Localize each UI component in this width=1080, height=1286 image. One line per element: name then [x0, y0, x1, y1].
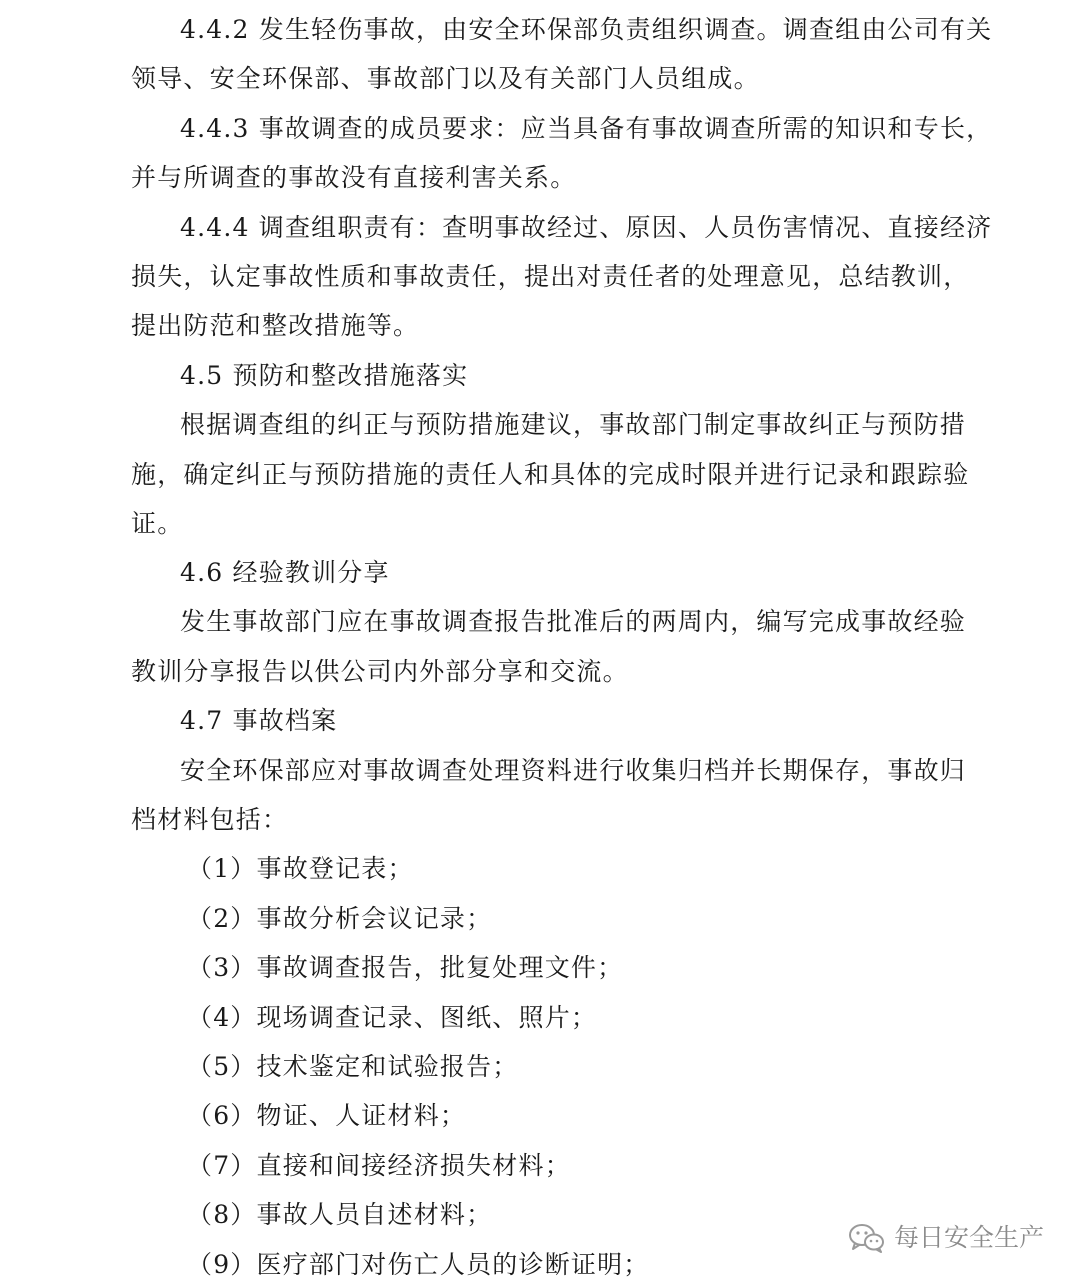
list-item: （6）物证、人证材料； — [187, 1101, 467, 1130]
watermark-text: 每日安全生产 — [893, 1223, 1044, 1252]
list-item: （7）直接和间接经济损失材料； — [187, 1151, 571, 1180]
wechat-icon — [848, 1223, 886, 1253]
list-item: （8）事故人员自述材料； — [187, 1200, 493, 1229]
text-line: 安全环保部应对事故调查处理资料进行收集归档并长期保存，事故归 — [180, 756, 967, 785]
text-line: 4.4.2 发生轻伤事故，由安全环保部负责组织调查。调查组由公司有关 — [180, 15, 993, 44]
list-item: （4）现场调查记录、图纸、照片； — [187, 1003, 598, 1032]
section-heading: 4.6 经验教训分享 — [180, 558, 390, 587]
list-item: （1）事故登记表； — [187, 854, 414, 883]
text-line: 教训分享报告以供公司内外部分享和交流。 — [131, 657, 629, 686]
text-line: 发生事故部门应在事故调查报告批准后的两周内，编写完成事故经验 — [180, 607, 967, 636]
text-line: 并与所调查的事故没有直接利害关系。 — [131, 163, 577, 192]
watermark — [848, 1222, 1044, 1254]
text-line: 领导、安全环保部、事故部门以及有关部门人员组成。 — [131, 64, 760, 93]
text-line: 根据调查组的纠正与预防措施建议，事故部门制定事故纠正与预防措 — [180, 410, 967, 439]
text-line: 4.4.3 事故调查的成员要求：应当具备有事故调查所需的知识和专长， — [180, 114, 993, 143]
text-line: 提出防范和整改措施等。 — [131, 311, 420, 340]
text-line: 档材料包括： — [131, 805, 289, 834]
text-line: 证。 — [131, 509, 184, 538]
text-line: 4.4.4 调查组职责有：查明事故经过、原因、人员伤害情况、直接经济 — [180, 213, 993, 242]
list-item: （3）事故调查报告，批复处理文件； — [187, 953, 624, 982]
section-heading: 4.7 事故档案 — [180, 706, 338, 735]
list-item: （2）事故分析会议记录； — [187, 904, 493, 933]
section-heading: 4.5 预防和整改措施落实 — [180, 361, 469, 390]
list-item: （9）医疗部门对伤亡人员的诊断证明； — [187, 1250, 650, 1279]
text-line: 损失，认定事故性质和事故责任，提出对责任者的处理意见，总结教训， — [131, 262, 970, 291]
list-item: （5）技术鉴定和试验报告； — [187, 1052, 519, 1081]
text-line: 施，确定纠正与预防措施的责任人和具体的完成时限并进行记录和跟踪验 — [131, 460, 970, 489]
